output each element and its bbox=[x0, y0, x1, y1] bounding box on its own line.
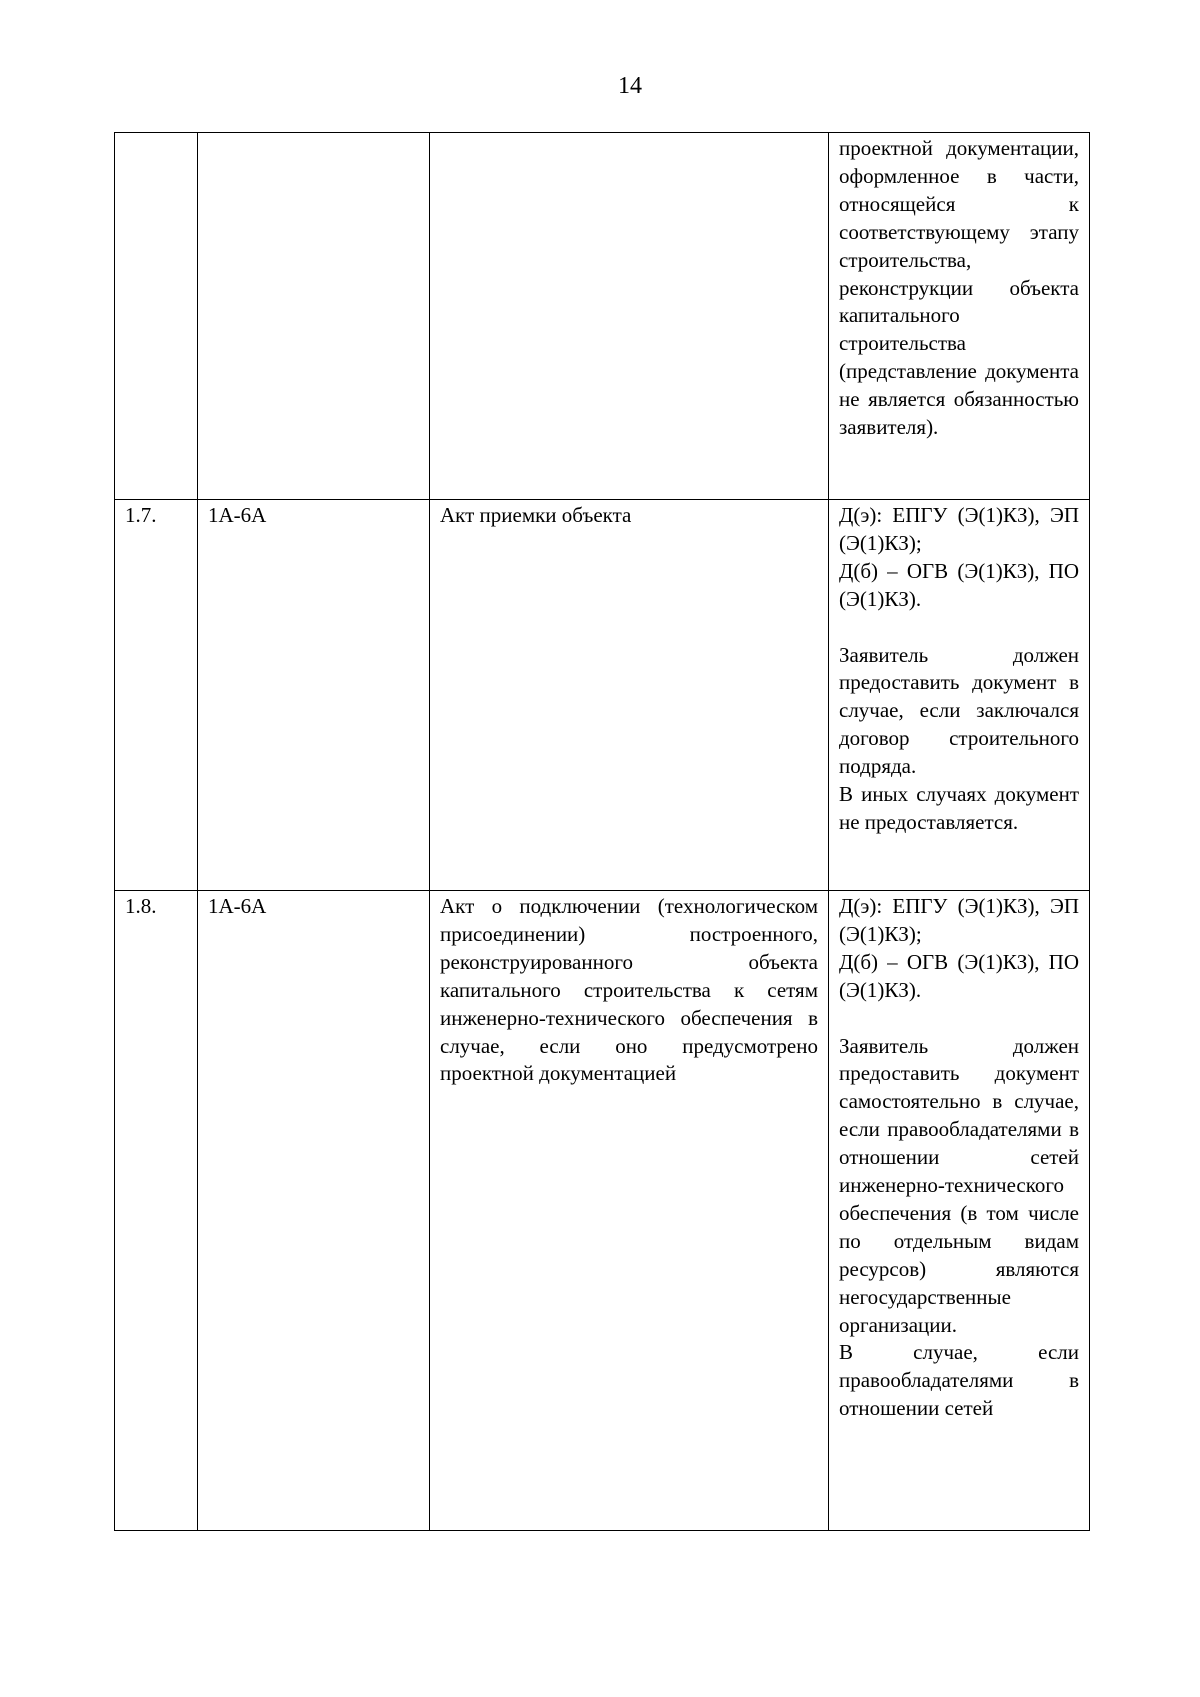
note-paragraph: В случае, если правообладателями в отношении сетей bbox=[839, 1340, 1079, 1421]
row-document-name: Акт о подключении (технологическом присоединении) построенного, реконструированного объекта капитального строительства к сетям инженерно-технического обеспечения в случае, если оно предусмотрено проектной документацией bbox=[430, 891, 829, 1531]
row-code bbox=[198, 133, 430, 500]
note-spacer bbox=[839, 1005, 1079, 1033]
table-row bbox=[115, 133, 1090, 500]
row-code: 1А-6А bbox=[198, 500, 430, 891]
table-row bbox=[115, 500, 1090, 891]
row-document-name: Акт приемки объекта bbox=[430, 500, 829, 891]
note-paragraph: Д(э): ЕПГУ (Э(1)КЗ), ЭП (Э(1)КЗ); bbox=[839, 894, 1079, 946]
note-paragraph: Д(б) – ОГВ (Э(1)КЗ), ПО (Э(1)КЗ). bbox=[839, 949, 1079, 1002]
row-document-name bbox=[430, 133, 829, 500]
note-paragraph: В иных случаях документ не предоставляется. bbox=[839, 782, 1079, 834]
table-row bbox=[115, 891, 1090, 1531]
note-paragraph: Д(б) – ОГВ (Э(1)КЗ), ПО (Э(1)КЗ). bbox=[839, 558, 1079, 611]
row-number: 1.8. bbox=[115, 891, 198, 1531]
note-paragraph: Заявитель должен предоставить документ в случае, если заключался договор строительного подряда. bbox=[839, 642, 1079, 779]
row-number: 1.7. bbox=[115, 500, 198, 891]
note-paragraph: Заявитель должен предоставить документ самостоятельно в случае, если правообладателями в отношении сетей инженерно-технического обеспечения (в том числе по отдельным видам ресурсов) являются негосударственные организации. bbox=[839, 1033, 1079, 1337]
row-number bbox=[115, 133, 198, 500]
row-code: 1А-6А bbox=[198, 891, 430, 1531]
note-paragraph: Д(э): ЕПГУ (Э(1)КЗ), ЭП (Э(1)КЗ); bbox=[839, 503, 1079, 555]
row-notes bbox=[829, 133, 1090, 500]
row-notes bbox=[829, 891, 1090, 1531]
documents-table bbox=[114, 132, 1090, 1531]
note-spacer bbox=[839, 614, 1079, 642]
row-notes bbox=[829, 500, 1090, 891]
page-number: 14 bbox=[618, 73, 642, 99]
note-paragraph: проектной документации, оформленное в части, относящейся к соответствующему этапу строительства, реконструкции объекта капитального строительства (представление документа не является обязанностью заявителя). bbox=[839, 136, 1079, 440]
